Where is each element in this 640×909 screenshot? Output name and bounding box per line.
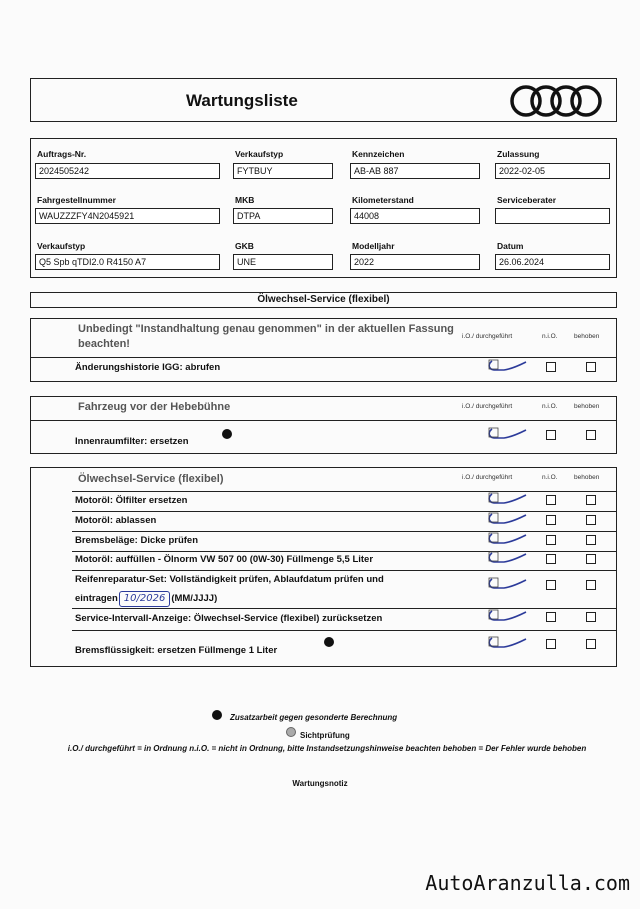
service-bar	[30, 292, 617, 308]
footer-legend: i.O./ durchgeführt = in Ordnung n.i.O. = nicht in Ordnung, bitte Instandsetzungshinweise beachten behoben = Der Fehler wurde behoben	[67, 744, 587, 753]
field-label: Auftrags-Nr.	[37, 149, 87, 159]
field-value: 2022-02-05	[495, 163, 610, 179]
handwritten-check-icon	[486, 608, 530, 624]
behoben-checkbox[interactable]	[586, 554, 596, 564]
visual-inspection-icon	[286, 727, 296, 737]
field-value: UNE	[233, 254, 333, 270]
field-label: Verkaufstyp	[235, 149, 284, 159]
service-bar-title: Ölwechsel-Service (flexibel)	[257, 294, 390, 305]
section-title: Ölwechsel-Service (flexibel)	[78, 473, 224, 485]
nio-checkbox[interactable]	[546, 515, 556, 525]
tyre-row-prefix: eintragen	[75, 593, 118, 604]
col-header-nok: n.i.O.	[542, 333, 558, 340]
field-value: 2022	[350, 254, 480, 270]
task-row: Motoröl: auffüllen - Ölnorm VW 507 00 (0W-30) Füllmenge 5,5 Liter	[75, 554, 374, 565]
behoben-checkbox[interactable]	[586, 612, 596, 622]
watermark: AutoAranzulla.com	[425, 871, 630, 895]
col-header-ok: i.O./ durchgeführt	[462, 474, 513, 481]
behoben-checkbox[interactable]	[586, 580, 596, 590]
field-value: WAUZZZFY4N2045921	[35, 208, 220, 224]
field-label: Datum	[497, 241, 524, 251]
handwritten-check-icon	[486, 358, 530, 374]
col-header-ok: i.O./ durchgeführt	[462, 403, 513, 410]
handwritten-check-icon	[486, 511, 530, 527]
field-label: Verkaufstyp	[37, 241, 86, 251]
nio-checkbox[interactable]	[546, 535, 556, 545]
field-label: Kilometerstand	[352, 195, 414, 205]
task-row: Änderungshistorie IGG: abrufen	[75, 362, 221, 373]
field-label: Zulassung	[497, 149, 540, 159]
section-title: Fahrzeug vor der Hebebühne	[78, 401, 231, 413]
handwritten-check-icon	[486, 635, 530, 651]
col-header-ok: i.O./ durchgeführt	[462, 333, 513, 340]
behoben-checkbox[interactable]	[586, 430, 596, 440]
nio-checkbox[interactable]	[546, 639, 556, 649]
field-value: 2024505242	[35, 163, 220, 179]
handwritten-check-icon	[486, 531, 530, 547]
behoben-checkbox[interactable]	[586, 362, 596, 372]
nio-checkbox[interactable]	[546, 554, 556, 564]
col-header-fixed: behoben	[574, 403, 600, 410]
field-value: AB-AB 887	[350, 163, 480, 179]
handwritten-date: 10/2026	[119, 591, 171, 607]
nio-checkbox[interactable]	[546, 580, 556, 590]
col-header-fixed: behoben	[574, 333, 600, 340]
col-header-fixed: behoben	[574, 474, 600, 481]
task-row: Bremsflüssigkeit: ersetzen Füllmenge 1 Liter	[75, 645, 278, 656]
handwritten-check-icon	[486, 426, 530, 442]
field-value: 26.06.2024	[495, 254, 610, 270]
task-row: Innenraumfilter: ersetzen	[75, 436, 189, 447]
handwritten-check-icon	[486, 550, 530, 566]
task-row: Reifenreparatur-Set: Vollständigkeit prüfen, Ablaufdatum prüfen und	[75, 574, 384, 585]
task-row: Motoröl: ablassen	[75, 515, 157, 526]
field-label: Fahrgestellnummer	[37, 195, 116, 205]
task-row: Service-Intervall-Anzeige: Ölwechsel-Service (flexibel) zurücksetzen	[75, 613, 383, 624]
behoben-checkbox[interactable]	[586, 495, 596, 505]
extra-work-dot-icon	[222, 429, 232, 439]
field-value: 44008	[350, 208, 480, 224]
task-row-continuation	[75, 591, 217, 607]
field-label: GKB	[235, 241, 254, 251]
field-label: Modelljahr	[352, 241, 395, 251]
page-title: Wartungsliste	[186, 91, 298, 110]
nio-checkbox[interactable]	[546, 430, 556, 440]
behoben-checkbox[interactable]	[586, 515, 596, 525]
footer-note-extra-work: Zusatzarbeit gegen gesonderte Berechnung	[230, 713, 398, 722]
handwritten-check-icon	[486, 491, 530, 507]
nio-checkbox[interactable]	[546, 495, 556, 505]
task-row: Bremsbeläge: Dicke prüfen	[75, 535, 199, 546]
nio-checkbox[interactable]	[546, 362, 556, 372]
footer-wartungsnotiz: Wartungsnotiz	[292, 779, 348, 788]
footer-note-inspection: Sichtprüfung	[300, 731, 350, 740]
tyre-row-suffix: (MM/JJJJ)	[171, 593, 218, 604]
handwritten-check-icon	[486, 576, 530, 592]
field-label: Kennzeichen	[352, 149, 405, 159]
col-header-nok: n.i.O.	[542, 474, 558, 481]
section-title: Unbedingt "Instandhaltung genau genommen" in der aktuellen Fassung beachten!	[78, 323, 454, 350]
audi-rings-logo	[506, 83, 606, 119]
field-value: DTPA	[233, 208, 333, 224]
extra-work-dot-icon	[324, 637, 334, 647]
nio-checkbox[interactable]	[546, 612, 556, 622]
header-box	[30, 78, 617, 122]
field-value: Q5 Spb qTDI2.0 R4150 A7	[35, 254, 220, 270]
col-header-nok: n.i.O.	[542, 403, 558, 410]
behoben-checkbox[interactable]	[586, 639, 596, 649]
field-label: Serviceberater	[497, 195, 557, 205]
field-value: FYTBUY	[233, 163, 333, 179]
field-value	[495, 208, 610, 224]
task-row: Motoröl: Ölfilter ersetzen	[75, 495, 188, 506]
field-label: MKB	[235, 195, 255, 205]
extra-work-dot-icon	[212, 710, 222, 720]
behoben-checkbox[interactable]	[586, 535, 596, 545]
